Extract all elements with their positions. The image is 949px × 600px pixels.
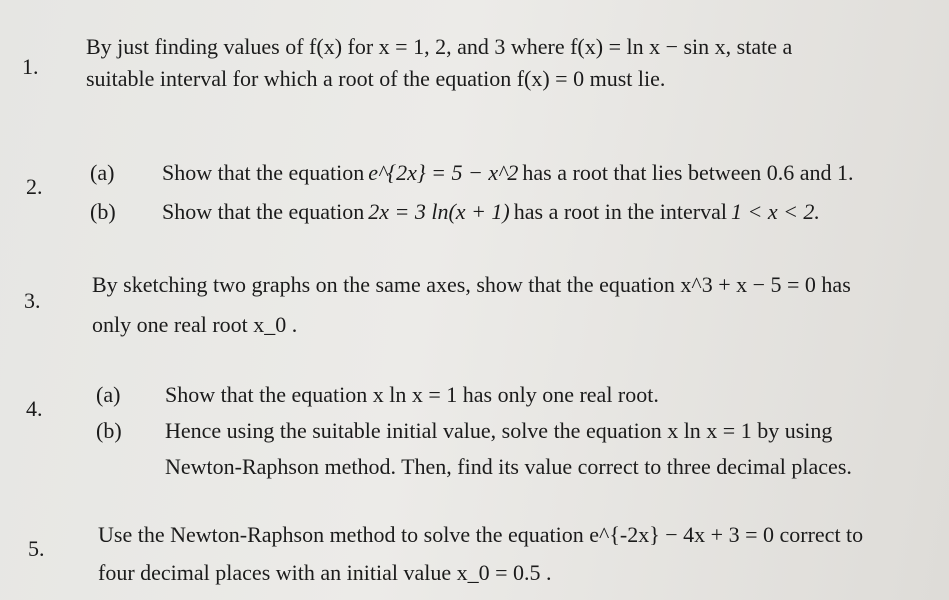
question-text: Newton-Raphson method. Then, find its value correct to three decimal places. <box>165 454 852 479</box>
question-text: Use the Newton-Raphson method to solve the equation e^{-2x} − 4x + 3 = 0 correct to <box>98 522 864 547</box>
equation: e^{2x} = 5 − x^2 <box>368 160 519 185</box>
question-4b-line-1 <box>165 418 832 444</box>
question-text: suitable interval for which a root of the equation f(x) = 0 must lie. <box>86 66 666 91</box>
question-5-line-1 <box>98 522 863 548</box>
question-3-line-2 <box>92 312 297 338</box>
question-3-line-1 <box>92 272 934 298</box>
equation: 1 < x < 2. <box>730 199 820 224</box>
question-text: By just finding values of f(x) for x = 1, 2, and 3 where f(x) = ln x − sin x, state a <box>86 34 793 59</box>
question-2a-line <box>162 160 854 186</box>
question-4b-line-2 <box>165 454 852 480</box>
question-number: 5. <box>28 536 45 561</box>
question-text: Show that the equation <box>162 160 365 185</box>
question-number: 2. <box>26 174 43 199</box>
question-text: Show that the equation <box>162 199 365 224</box>
question-number: 1. <box>22 54 39 79</box>
question-1-line-2 <box>86 66 665 92</box>
part-label: (a) <box>90 160 115 185</box>
question-text: Hence using the suitable initial value, solve the equation x ln x = 1 by using <box>165 418 833 443</box>
question-number: 3. <box>24 288 41 313</box>
question-4a-line <box>165 382 659 408</box>
part-label: (b) <box>96 418 122 443</box>
question-text: four decimal places with an initial value x_0 = 0.5 . <box>98 560 552 585</box>
question-2b-line <box>162 199 820 225</box>
question-text: has a root that lies between 0.6 and 1. <box>522 160 854 185</box>
part-label: (a) <box>96 382 121 407</box>
question-1-line-1 <box>86 34 864 60</box>
question-text: has a root in the interval <box>513 199 727 224</box>
part-label: (b) <box>90 199 116 224</box>
question-number: 4. <box>26 396 43 421</box>
equation: 2x = 3 ln(x + 1) <box>368 199 510 224</box>
question-5-line-2 <box>98 560 552 586</box>
question-text: Show that the equation x ln x = 1 has only one real root. <box>165 382 659 407</box>
question-text: only one real root x_0 . <box>92 312 298 337</box>
question-text: By sketching two graphs on the same axes, show that the equation x^3 + x − 5 = 0 has <box>92 272 851 297</box>
